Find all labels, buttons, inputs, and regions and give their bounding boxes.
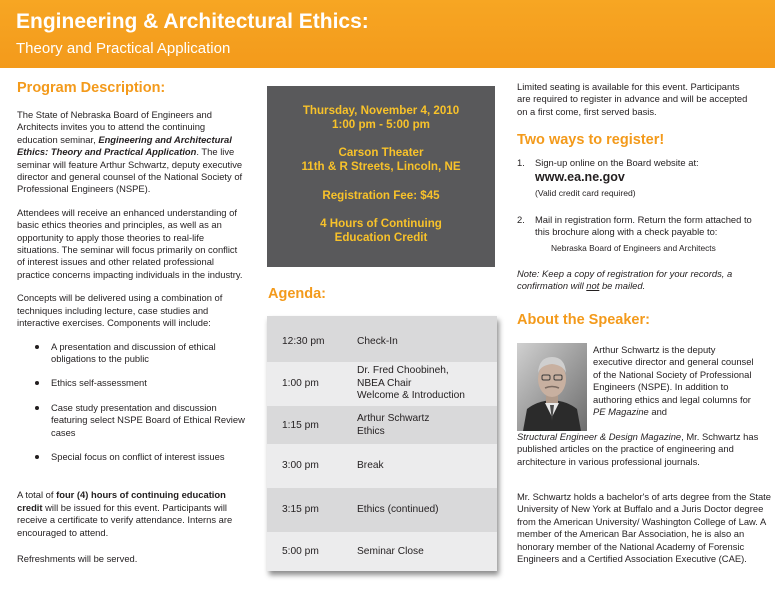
register-option-1 — [517, 157, 747, 199]
program-description — [17, 109, 245, 576]
speaker-heading: About the Speaker: — [517, 312, 650, 328]
agenda-time: 3:00 pm — [282, 460, 319, 471]
program-heading: Program Description: — [17, 80, 166, 96]
table-row — [267, 488, 497, 532]
table-row — [267, 532, 497, 571]
table-row — [267, 320, 497, 362]
agenda-item: Dr. Fred Choobineh, NBEA Chair Welcome & Introduction — [357, 365, 465, 401]
list-number: 1. — [517, 157, 525, 168]
register-option-2-text: Mail in registration form. Return the form attached to this brochure along with a check payable to: — [535, 214, 752, 238]
credit-line-2: Education Credit — [334, 231, 428, 244]
list-item: Ethics self-assessment — [17, 377, 245, 389]
event-time: 1:00 pm - 5:00 pm — [332, 118, 430, 131]
speaker-education: Mr. Schwartz holds a bachelor's of arts degree from the State University of New York at Buffalo and a Juris Doctor degree from the American University/ Washington College of Law. A member of the American Bar Association, he is also an honorary member of the National Academy of Forensic Engineers and a Certified Association Executive (CAE). — [517, 491, 771, 565]
event-date: Thursday, November 4, 2010 — [302, 104, 460, 117]
header-banner — [0, 0, 775, 68]
agenda-item: Arthur Schwartz Ethics — [357, 413, 430, 437]
speaker-bio-bottom: Structural Engineer & Design Magazine, Mr. Schwartz has published articles on the practice of engineering and architecture in various professional journals. — [517, 431, 759, 467]
agenda-item: Seminar Close — [357, 546, 424, 557]
agenda-item: Ethics (continued) — [357, 504, 439, 515]
table-row — [267, 362, 497, 406]
seating-note: Limited seating is available for this event. Participants are required to register in advance and will be accepted on a first come, first served basis. — [517, 81, 748, 117]
event-address: 11th & R Streets, Lincoln, NE — [301, 160, 461, 173]
speaker-photo — [517, 343, 587, 431]
program-paragraph-1: The State of Nebraska Board of Engineers and Architects invites you to attend the continuing education seminar, Engineering and Architectural Ethics: Theory and Practical Application. The live seminar will feature Arthur Schwartz, deputy executive director and general counsel of the National Society of Professional Engineers (NSPE). — [17, 109, 243, 195]
register-option-2 — [517, 214, 760, 254]
check-payee: Nebraska Board of Engineers and Architects — [551, 242, 716, 253]
refreshments-note: Refreshments will be served. — [17, 552, 138, 564]
agenda-time: 5:00 pm — [282, 546, 319, 557]
agenda-table — [267, 316, 497, 571]
list-item: Special focus on conflict of interest issues — [17, 451, 245, 463]
registration-fee: Registration Fee: $45 — [322, 189, 440, 202]
program-paragraph-3: Concepts will be delivered using a combination of techniques including lecture, case studies and interactive exercises. Components will include: — [17, 292, 223, 329]
agenda-item: Break — [357, 460, 384, 471]
agenda-heading: Agenda: — [268, 286, 326, 302]
speaker-bio-top: Arthur Schwartz is the deputy executive director and general counsel of the National Society of Professional Engineers (NSPE). In addition to authoring ethics and legal columns for PE Magazine and — [593, 344, 754, 418]
table-row — [267, 444, 497, 488]
credit-paragraph: A total of four (4) hours of continuing education credit will be issued for this event. Participants will receive a certificate to verify attendance. Interns are encouraged to attend. — [17, 489, 233, 538]
list-item: A presentation and discussion of ethical obligations to the public — [17, 341, 245, 366]
confirmation-note: Note: Keep a copy of registration for your records, a confirmation will not be mailed. — [517, 268, 733, 292]
register-heading: Two ways to register! — [517, 132, 665, 148]
list-number: 2. — [517, 214, 525, 225]
page-title: Engineering & Architectural Ethics: — [16, 10, 369, 33]
page-subtitle: Theory and Practical Application — [16, 40, 231, 57]
table-row — [267, 406, 497, 444]
register-option-1-text: Sign-up online on the Board website at: — [535, 157, 699, 168]
event-venue: Carson Theater — [338, 146, 424, 159]
component-list — [17, 341, 245, 464]
agenda-time: 1:00 pm — [282, 378, 319, 389]
agenda-time: 1:15 pm — [282, 420, 319, 431]
credit-card-note: (Valid credit card required) — [535, 187, 636, 198]
agenda-time: 3:15 pm — [282, 504, 319, 515]
agenda-item: Check-In — [357, 336, 398, 347]
credit-line-1: 4 Hours of Continuing — [320, 217, 442, 230]
list-item: Case study presentation and discussion featuring select NSPE Board of Ethical Review cases — [17, 402, 245, 439]
event-details-box — [267, 86, 495, 267]
board-website-link[interactable]: www.ea.ne.gov — [535, 170, 625, 185]
program-paragraph-2: Attendees will receive an enhanced understanding of basic ethics theories and principles, as well as an opportunity to apply those theories to real-life situations. The seminar will focus primarily on conflict of interest issues and other related professional practice concerns impacting individuals in the industry. — [17, 206, 243, 280]
agenda-time: 12:30 pm — [282, 336, 325, 347]
